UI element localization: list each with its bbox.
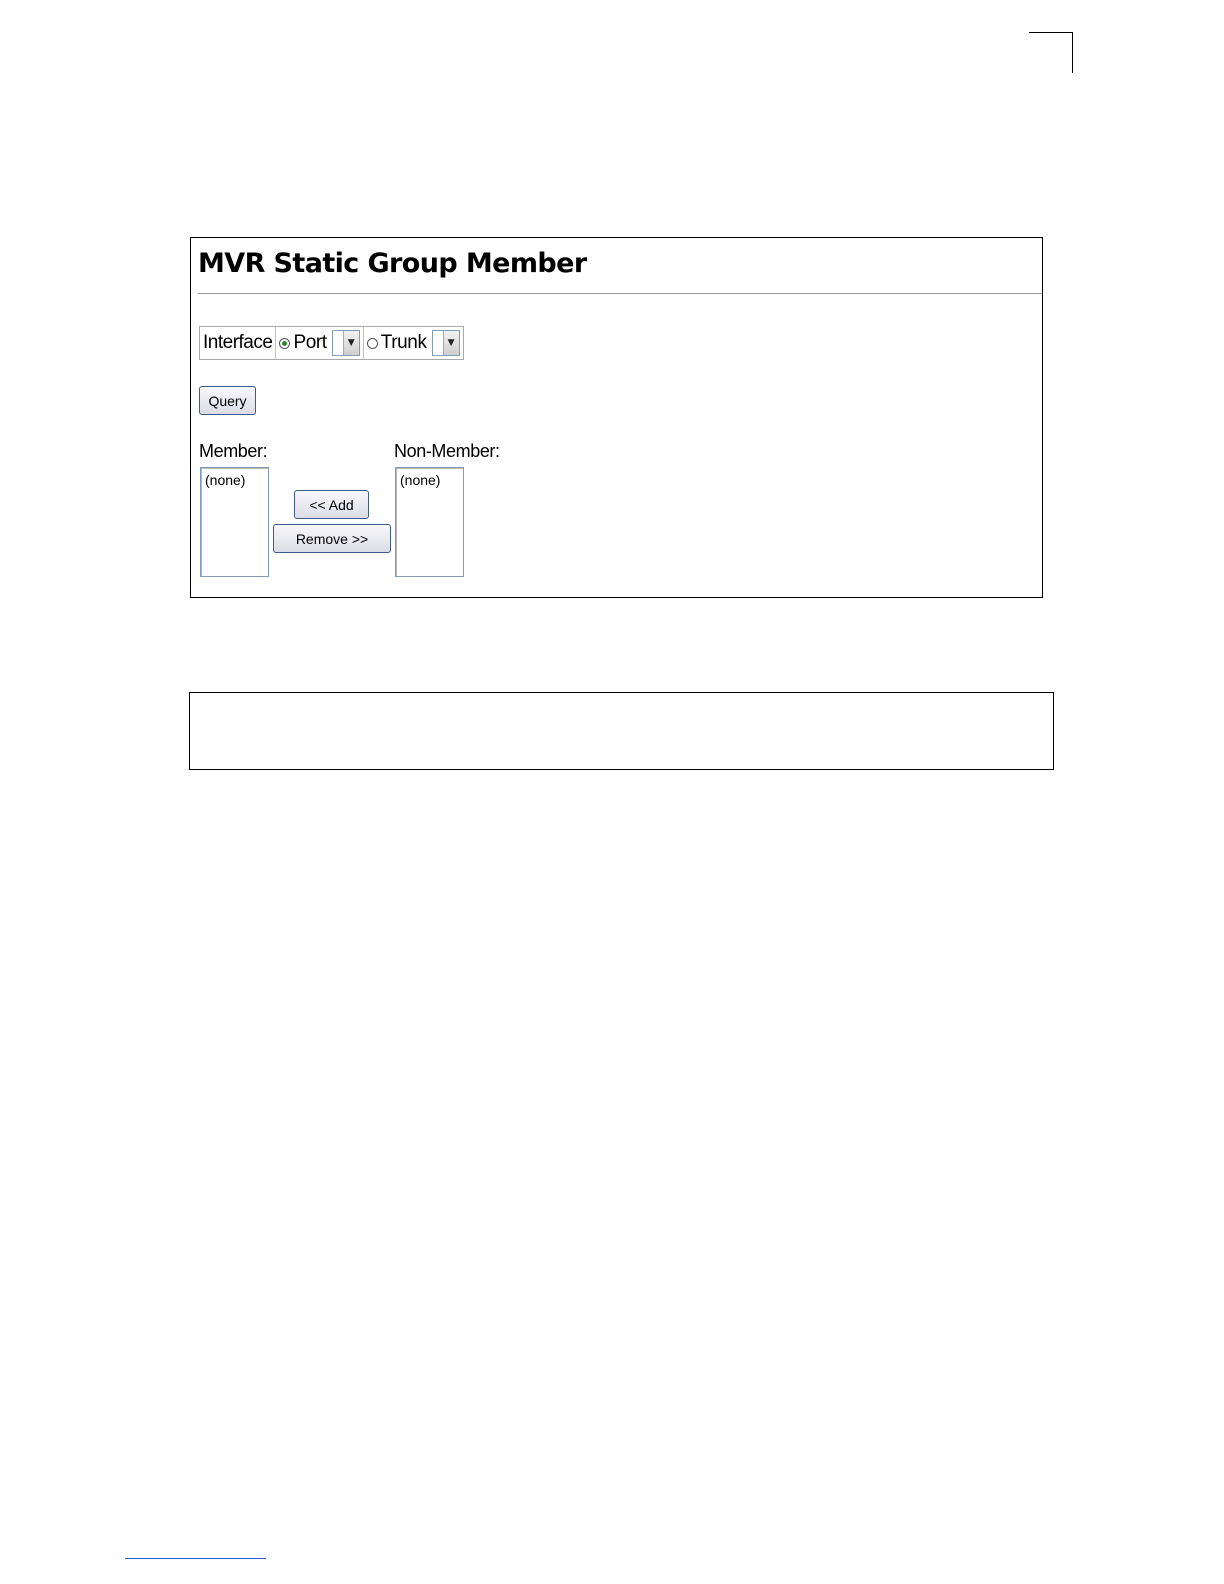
trunk-radio[interactable] xyxy=(367,338,378,349)
page-title: MVR Static Group Member xyxy=(198,248,587,279)
mvr-static-group-panel xyxy=(190,237,1043,598)
note-box xyxy=(189,692,1054,770)
title-divider xyxy=(198,293,1042,294)
trunk-option-cell xyxy=(364,327,463,359)
query-button[interactable]: Query xyxy=(199,386,256,415)
non-member-listbox[interactable] xyxy=(395,467,464,577)
list-item[interactable]: (none) xyxy=(400,472,441,488)
port-radio[interactable] xyxy=(279,338,290,349)
add-button[interactable]: << Add xyxy=(294,490,369,519)
interface-selector xyxy=(199,326,464,360)
member-listbox[interactable] xyxy=(200,467,269,577)
page-corner-mark xyxy=(1029,32,1073,73)
port-radio-label[interactable]: Port xyxy=(293,332,327,353)
trunk-radio-label[interactable]: Trunk xyxy=(380,332,427,353)
member-label: Member: xyxy=(199,441,268,461)
chevron-down-icon[interactable]: ▼ xyxy=(343,331,359,355)
port-select[interactable] xyxy=(332,330,360,356)
non-member-label: Non-Member: xyxy=(394,441,500,461)
port-option-cell xyxy=(276,327,363,359)
footer-link-underline[interactable] xyxy=(125,1558,266,1559)
chevron-down-icon[interactable]: ▼ xyxy=(443,331,459,355)
interface-label-cell xyxy=(200,327,276,359)
remove-button[interactable]: Remove >> xyxy=(273,524,391,553)
trunk-select[interactable] xyxy=(432,330,460,356)
list-item[interactable]: (none) xyxy=(205,472,246,488)
interface-label: Interface xyxy=(203,332,273,353)
